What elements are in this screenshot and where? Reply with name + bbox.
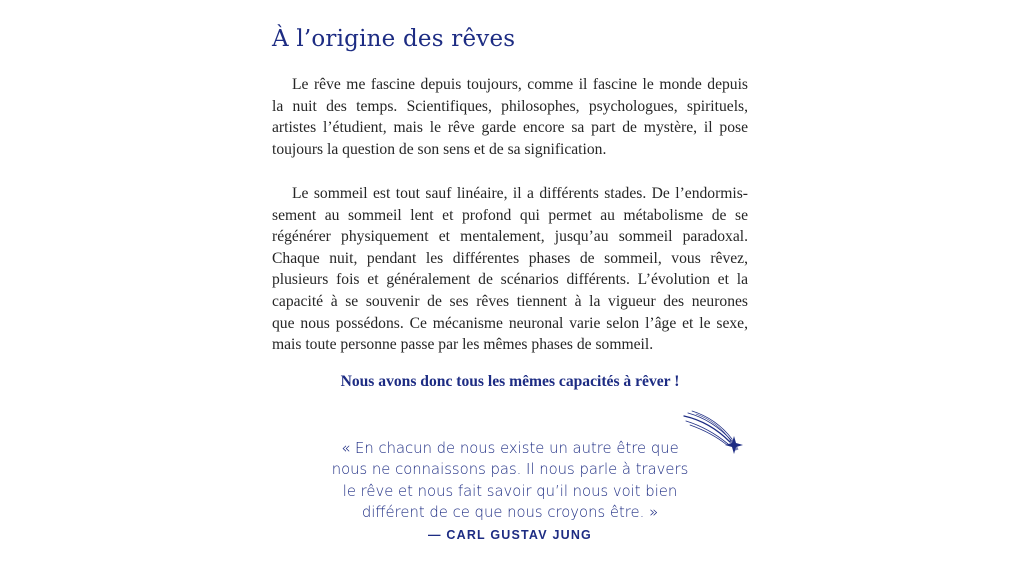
quote-line: le rêve et nous fait savoir qu’il nous voit bien (342, 482, 678, 500)
paragraph-line: Le sommeil est tout sauf linéaire, il a différents stades. De l’endormis- (292, 185, 748, 202)
quote-line: différent de ce que nous croyons être. » (361, 504, 659, 522)
highlight-statement: Nous avons donc tous les mêmes capacités à rêver ! (340, 373, 680, 390)
quote-author: — CARL GUSTAV JUNG (428, 528, 592, 542)
paragraph-line: que nous possédons. Ce mécanisme neuronal varie selon l’âge et le sexe, (272, 314, 748, 332)
paragraph-line: capacité à se souvenir de ses rêves tiennent à la vigueur des neurones (272, 292, 748, 310)
paragraph-1 (272, 74, 748, 160)
paragraph-line: la nuit des temps. Scientifiques, philosophes, psychologues, spirituels, (272, 97, 748, 115)
quote-line: nous ne connaissons pas. Il nous parle à travers (331, 461, 689, 479)
paragraph-line: artistes l’étudient, mais le rêve garde encore sa part de mystère, il pose (272, 119, 748, 137)
paragraph-line: plusieurs fois et généralement de scénarios différents. L’évolution et la (272, 271, 748, 289)
paragraph-line: Le rêve me fascine depuis toujours, comme il fascine le monde depuis (292, 76, 748, 93)
paragraph-line: Chaque nuit, pendant les différentes phases de sommeil, vous rêvez, (272, 249, 748, 267)
quote-line: « En chacun de nous existe un autre être que (341, 440, 679, 457)
paragraph-line: toujours la question de son sens et de sa signification. (272, 140, 607, 158)
paragraph-line: mais toute personne passe par les mêmes phases de sommeil. (272, 336, 654, 354)
paragraph-2 (272, 183, 748, 356)
paragraph-line: sement au sommeil lent et profond qui permet au métabolisme de se (272, 206, 748, 224)
page-title: À l’origine des rêves (272, 26, 516, 52)
paragraph-line: régénérer physiquement et mentalement, jusqu’au sommeil paradoxal. (272, 228, 748, 246)
jung-quote (272, 438, 748, 524)
